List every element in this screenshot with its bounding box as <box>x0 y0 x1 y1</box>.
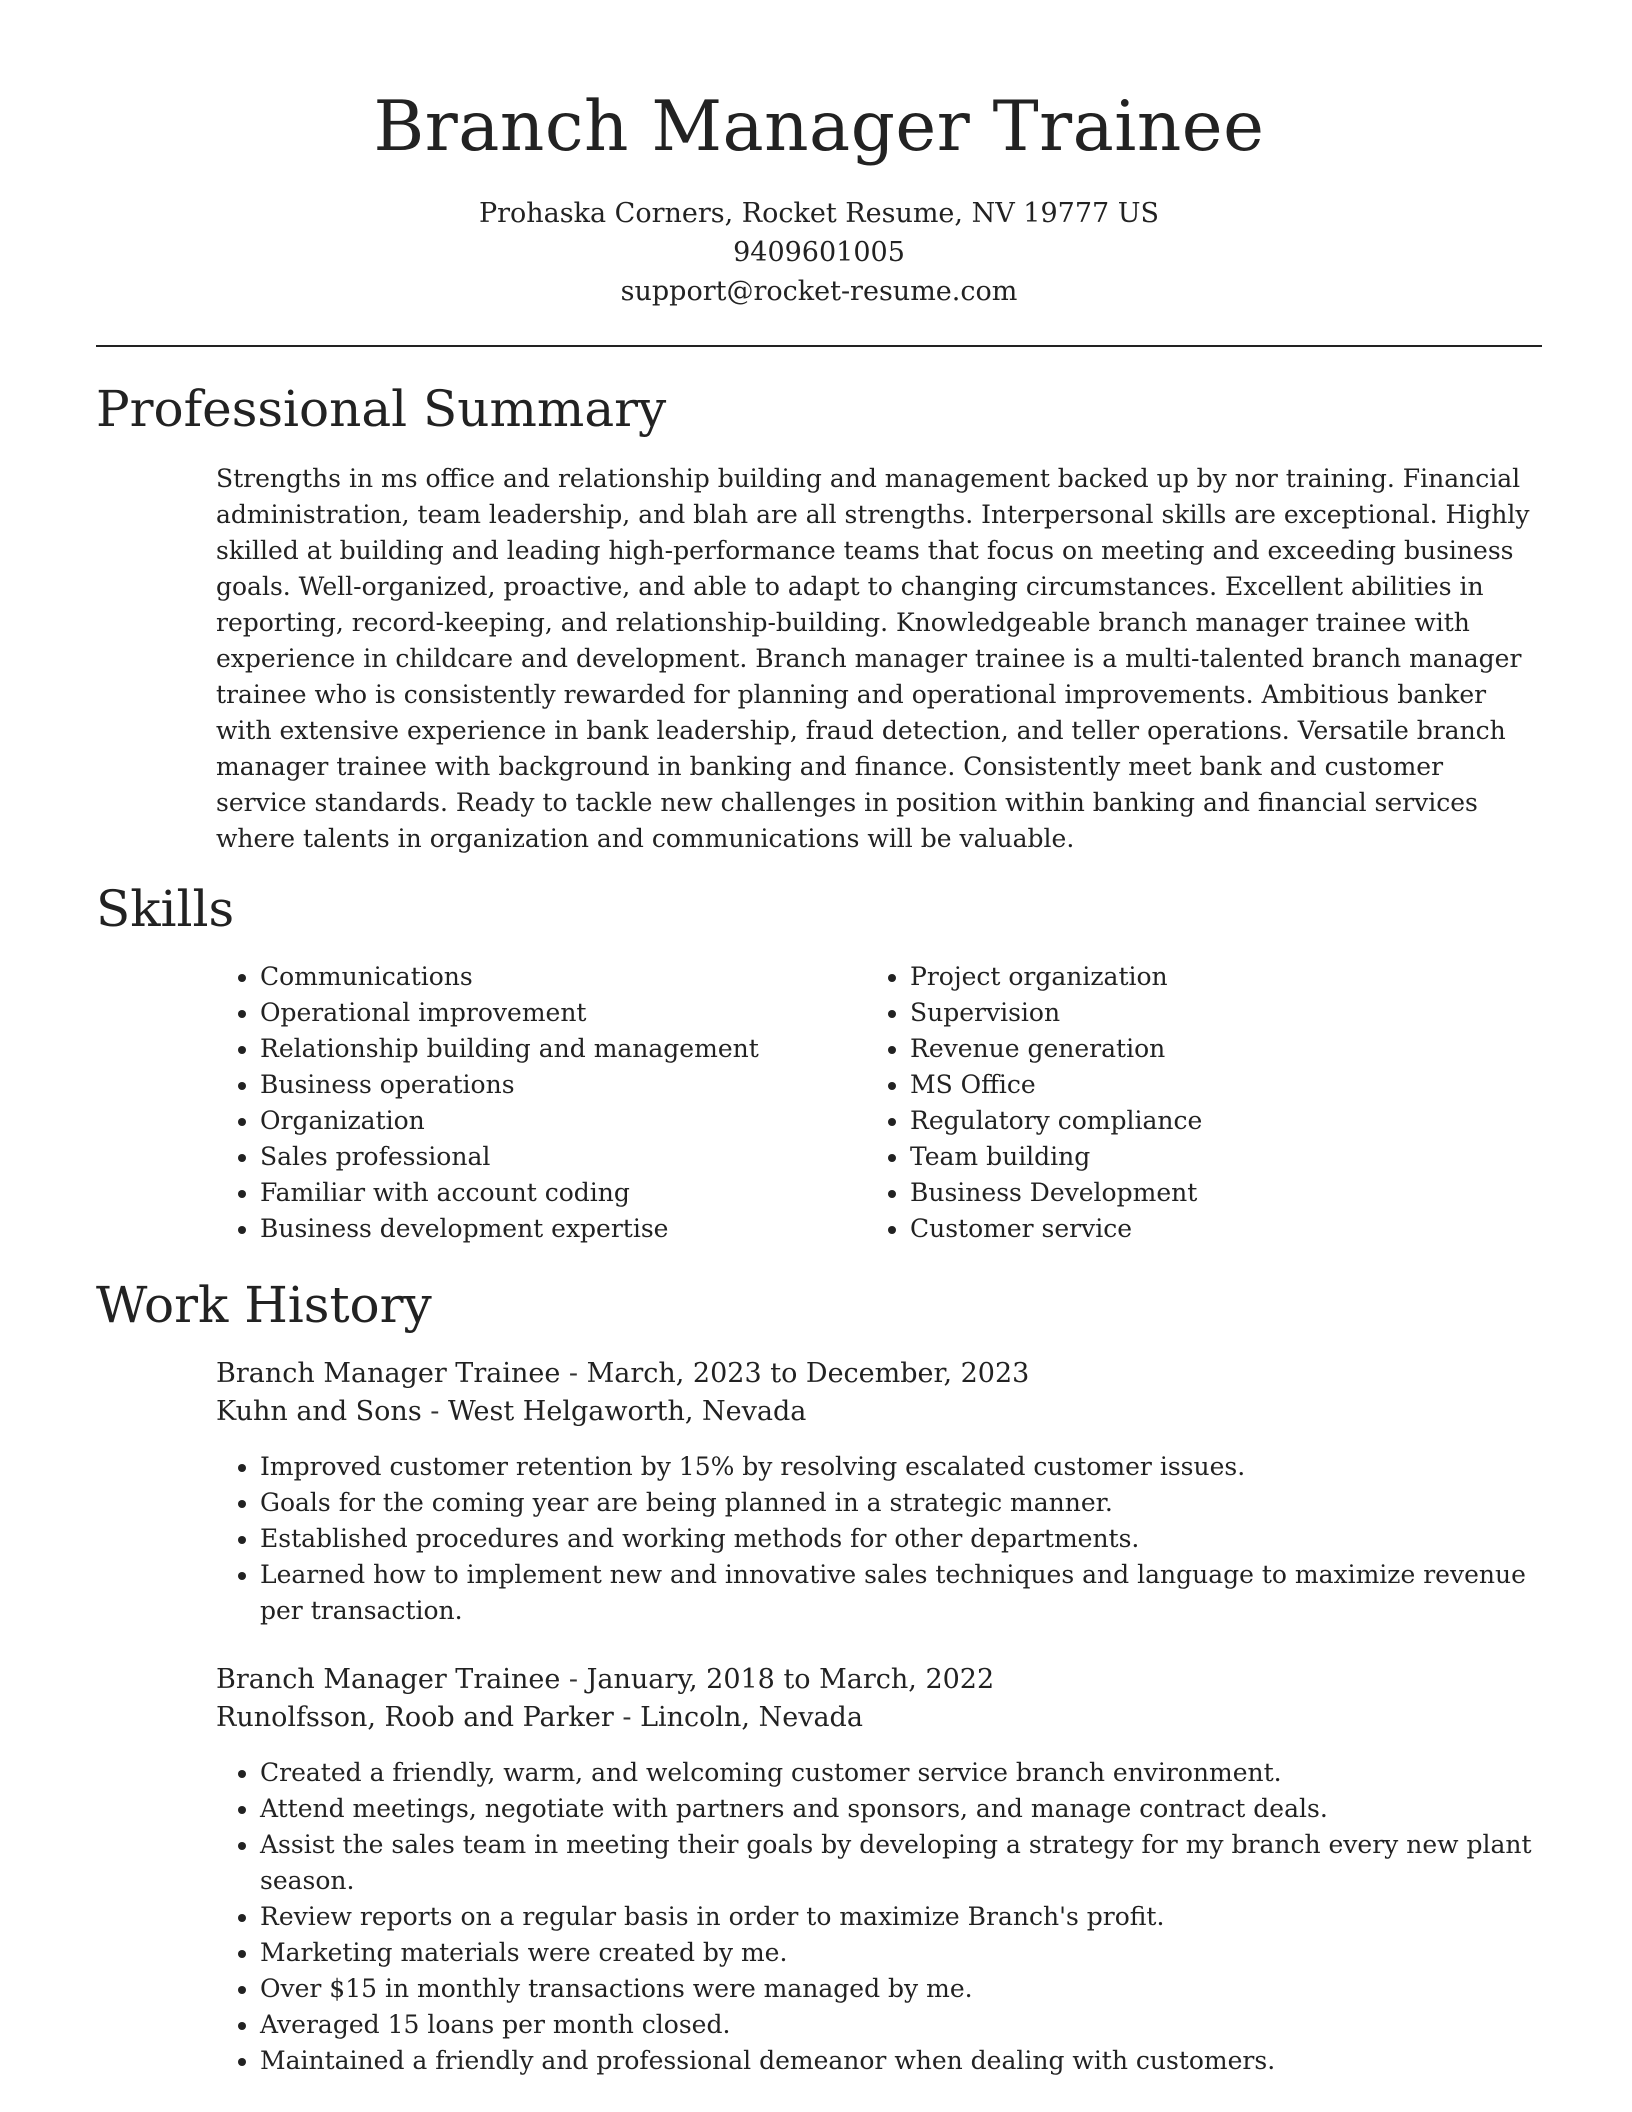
skill-item: • Familiar with account coding <box>260 1175 866 1211</box>
job-location: Lincoln, Nevada <box>640 1702 863 1733</box>
contact-phone: 9409601005 <box>733 237 905 268</box>
job-company-line <box>216 1393 1542 1431</box>
skills-column-right <box>866 959 1516 1247</box>
work-history-heading: Work History <box>96 1276 432 1334</box>
job-bullet: • Averaged 15 loans per month closed. <box>260 2007 1542 2043</box>
skill-item: • Communications <box>260 959 866 995</box>
skill-item: • Operational improvement <box>260 995 866 1031</box>
candidate-name: Branch Manager Trainee <box>373 87 1265 167</box>
job-bullet: • Established procedures and working methods for other departments. <box>260 1521 1542 1557</box>
job-company-line <box>216 1699 1542 1737</box>
skill-item: • Revenue generation <box>910 1031 1516 1067</box>
job-bullet: • Marketing materials were created by me. <box>260 1935 1542 1971</box>
job-title-line <box>216 1661 1542 1699</box>
job-bullet: • Created a friendly, warm, and welcoming customer service branch environment. <box>260 1755 1542 1791</box>
job-role: Branch Manager Trainee <box>216 1664 561 1695</box>
skill-item: • MS Office <box>910 1067 1516 1103</box>
job-bullet: • Goals for the coming year are being planned in a strategic manner. <box>260 1485 1542 1521</box>
job-bullet: • Maintained a friendly and professional demeanor when dealing with customers. <box>260 2043 1542 2079</box>
separator: - <box>560 1664 587 1695</box>
skills-heading: Skills <box>96 880 235 938</box>
job-bullet: • Learned how to implement new and innovative sales techniques and language to maximize revenue per transaction. <box>260 1557 1542 1629</box>
job-bullet: • Review reports on a regular basis in order to maximize Branch's profit. <box>260 1899 1542 1935</box>
skills-list-right <box>866 959 1516 1247</box>
job-role: Branch Manager Trainee <box>216 1358 561 1389</box>
skills-grid <box>216 959 1542 1247</box>
separator: - <box>421 1396 448 1427</box>
separator: - <box>560 1358 587 1389</box>
job-entry <box>216 1661 1542 2079</box>
skill-item: • Project organization <box>910 959 1516 995</box>
skills-section <box>96 959 1542 1247</box>
skills-column-left <box>216 959 866 1247</box>
job-bullet: • Attend meetings, negotiate with partners and sponsors, and manage contract deals. <box>260 1791 1542 1827</box>
separator: - <box>613 1702 641 1733</box>
header-divider <box>96 345 1542 347</box>
job-dates: March, 2023 to December, 2023 <box>586 1358 1030 1389</box>
summary-heading: Professional Summary <box>96 380 667 438</box>
job-bullet: • Assist the sales team in meeting their goals by developing a strategy for my branch every new plant season. <box>260 1827 1542 1899</box>
contact-address: Prohaska Corners, Rocket Resume, NV 19777 US <box>478 198 1160 229</box>
job-entry <box>216 1355 1542 1629</box>
skill-item: • Team building <box>910 1139 1516 1175</box>
job-title-line <box>216 1355 1542 1393</box>
job-company: Runolfsson, Roob and Parker <box>216 1702 614 1733</box>
skill-item: • Sales professional <box>260 1139 866 1175</box>
summary-section <box>96 461 1542 857</box>
job-dates: January, 2018 to March, 2022 <box>586 1664 995 1695</box>
skill-item: • Business operations <box>260 1067 866 1103</box>
skill-item: • Business development expertise <box>260 1211 866 1247</box>
skill-item: • Customer service <box>910 1211 1516 1247</box>
job-bullet-list <box>216 1449 1542 1629</box>
skill-item: • Regulatory compliance <box>910 1103 1516 1139</box>
contact-email[interactable]: support@rocket-resume.com <box>620 276 1018 307</box>
job-location: West Helgaworth, Nevada <box>447 1396 807 1427</box>
skill-item: • Organization <box>260 1103 866 1139</box>
summary-paragraph: Strengths in ms office and relationship building and management backed up by nor training. Financial administration, team leadership, and blah are all strengths. Interpersonal skills are exceptional. Highly skilled at building and leading high-performance teams that focus on meeting and exceeding business goals. Well-organized, proactive, and able to adapt to changing circumstances. Excellent abilities in reporting, record-keeping, and relationship-building. Knowledgeable branch manager trainee with experience in childcare and development. Branch manager trainee is a multi-talented branch manager trainee who is consistently rewarded for planning and operational improvements. Ambitious banker with extensive experience in bank leadership, fraud detection, and teller operations. Versatile branch manager trainee with background in banking and finance. Consistently meet bank and customer service standards. Ready to tackle new challenges in position within banking and financial services where talents in organization and communications will be valuable. <box>216 464 1530 853</box>
skill-item: • Relationship building and management <box>260 1031 866 1067</box>
job-bullet: • Over $15 in monthly transactions were managed by me. <box>260 1971 1542 2007</box>
job-company: Kuhn and Sons <box>216 1396 422 1427</box>
work-history-section <box>96 1355 1542 2079</box>
job-bullet: • Improved customer retention by 15% by resolving escalated customer issues. <box>260 1449 1542 1485</box>
skill-item: • Supervision <box>910 995 1516 1031</box>
skill-item: • Business Development <box>910 1175 1516 1211</box>
skills-list-left <box>216 959 866 1247</box>
resume-page <box>96 0 1542 2079</box>
job-bullet-list <box>216 1755 1542 2079</box>
resume-header <box>96 0 1542 311</box>
